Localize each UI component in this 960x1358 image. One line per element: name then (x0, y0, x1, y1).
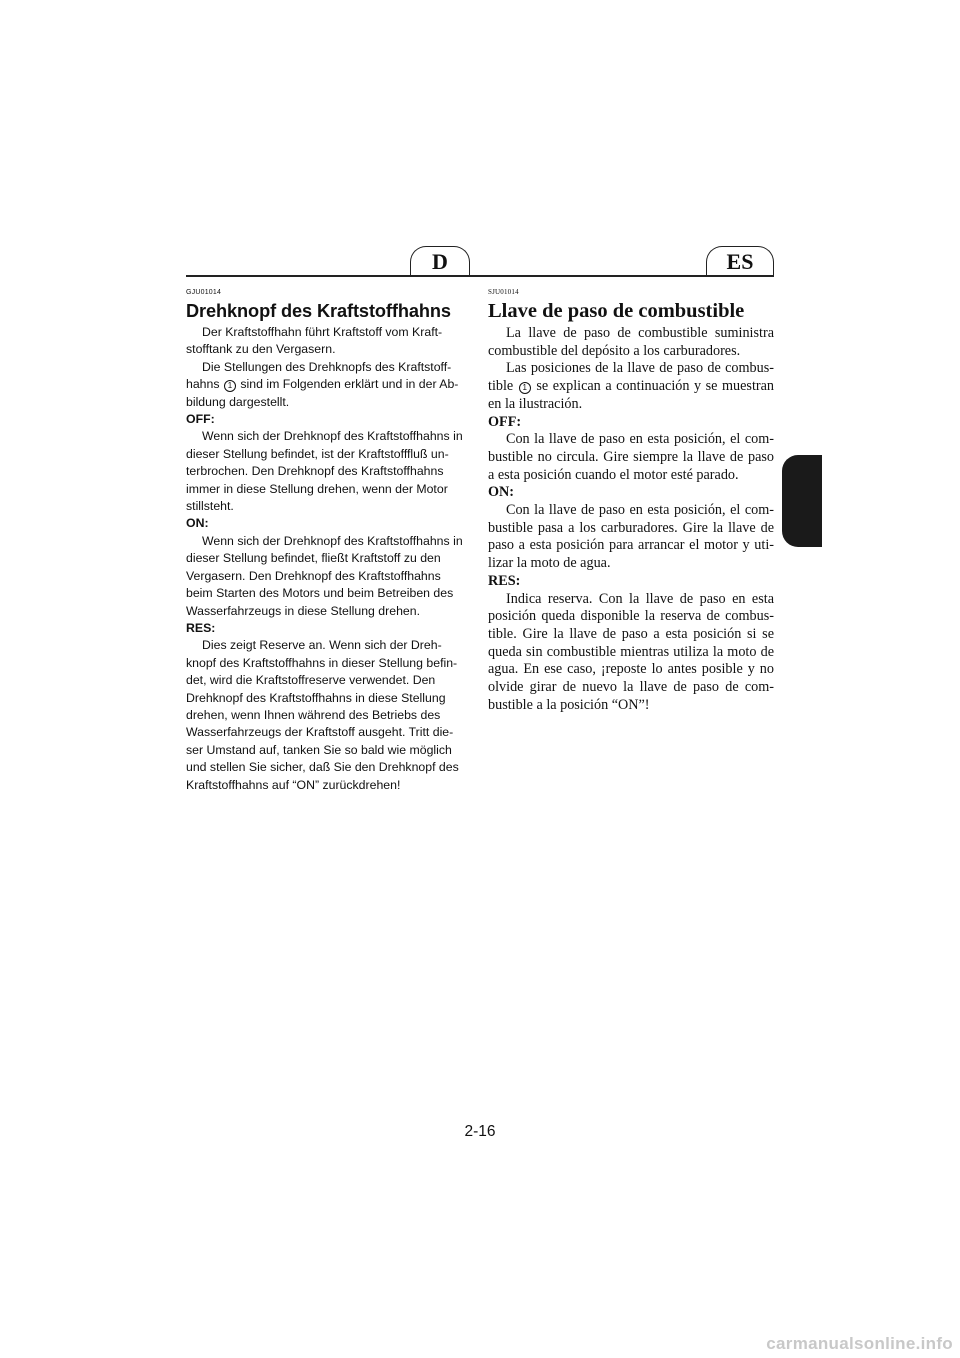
spanish-res-text: Indica reserva. Con la llave de paso en esta posición queda disponible la reserva de combus-tible. Gire la llave de paso a esta posición si se queda sin combustible mientras utiliza la moto de agua. En ese caso, ¡reposte lo antes posible y no olvide girar de nuevo la llave de paso de com-bustible a la posición “ON”! (488, 590, 774, 713)
spanish-title: Llave de paso de combustible (488, 300, 745, 322)
german-res-label: RES: (186, 620, 216, 635)
german-off-label: OFF: (186, 412, 215, 427)
language-tab-german: D (410, 246, 470, 276)
spanish-on-label: ON: (488, 484, 515, 501)
spanish-off-label: OFF: (488, 413, 522, 430)
german-column (186, 288, 468, 794)
german-res-text: Dies zeigt Reserve an. Wenn sich der Dreh-knopf des Kraftstoffhahns in dieser Stellung befin-det, wird die Kraftstoffreserve verwendet. Den Drehknopf des Kraftstoffhahns in diese Stellung drehen, wenn Ihnen während des Betriebs des Wasserfahrzeugs der Kraftstoff ausgeht. Tritt die-ser Umstand auf, tanken Sie so bald wie möglich und stellen Sie sicher, daß Sie den Drehknopf des Kraftstoffhahns auf “ON” zurückdrehen! (186, 638, 459, 792)
german-intro-1: Der Kraftstoffhahn führt Kraftstoff vom Kraft-stofftank zu den Vergasern. (186, 325, 443, 357)
spanish-column (488, 288, 774, 714)
german-on-label: ON: (186, 516, 209, 531)
callout-1-icon: 1 (519, 382, 531, 394)
language-tab-spanish: ES (706, 246, 774, 276)
callout-1-icon: 1 (224, 380, 236, 392)
watermark: carmanualsonline.info (766, 1334, 953, 1353)
german-intro-2-b: sind im Folgenden erklärt und in der Ab-bildung dargestellt. (186, 377, 459, 409)
header-rule (186, 275, 774, 277)
german-title: Drehknopf des Kraftstoffhahns (186, 301, 451, 321)
spanish-intro-2 (488, 360, 774, 413)
spanish-res-label: RES: (488, 572, 521, 589)
german-off-text: Wenn sich der Drehknopf des Kraftstoffhahns in dieser Stellung befindet, ist der Kraftstofffluß un-terbrochen. Den Drehknopf des Kraftstoffhahns immer in diese Stellung drehen, wenn der Motor stillsteht. (186, 429, 463, 514)
spanish-intro-2-b: se explican a continuación y se muestran en la ilustración. (488, 378, 775, 412)
german-on-text: Wenn sich der Drehknopf des Kraftstoffhahns in dieser Stellung befindet, fließt Kraftstoff zu den Vergasern. Den Drehknopf des Kraftstoffhahns beim Starten des Motors und beim Betreiben des Wasserfahrzeugs in diese Stellung drehen. (186, 533, 463, 618)
german-section-code: GJU01014 (186, 289, 222, 296)
spanish-intro-2-a: Las posiciones de la llave de paso de combus-tible (488, 360, 774, 395)
spanish-on-text: Con la llave de paso en esta posición, el com-bustible pasa a los carburadores. Gire la llave de paso a esta posición para arrancar el motor y uti-lizar la moto de agua. (488, 502, 774, 572)
section-thumb-tab (782, 455, 822, 547)
page-number: 2-16 (464, 1123, 496, 1140)
german-intro-2-a: Die Stellungen des Drehknopfs des Kraftstoff-hahns (186, 359, 452, 392)
german-intro-2 (186, 359, 468, 411)
spanish-intro-1: La llave de paso de combustible suministra combustible del depósito a los carburadores. (488, 325, 774, 359)
spanish-section-code: SJU01014 (488, 288, 519, 296)
spanish-off-text: Con la llave de paso en esta posición, el com-bustible no circula. Gire siempre la llave de paso a esta posición cuando el motor esté parado. (488, 431, 774, 483)
